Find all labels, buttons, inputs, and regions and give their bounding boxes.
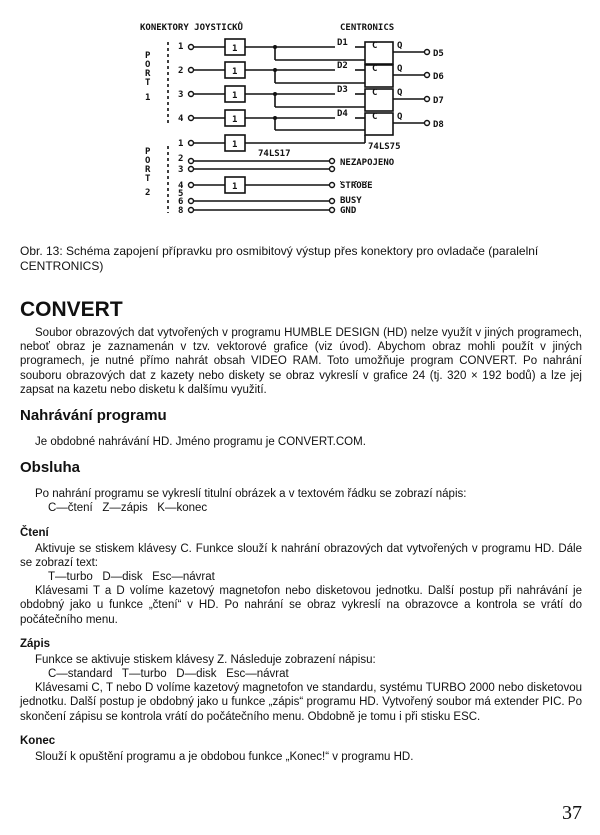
header-right: CENTRONICS	[340, 23, 395, 33]
pin-label: 8	[178, 206, 184, 216]
end-paragraph: Slouží k opuštění programu a je obdobou funkce „Konec!“ v programu HD.	[35, 750, 414, 763]
port2-letter: P	[145, 147, 151, 157]
port2-letter: T	[145, 174, 151, 184]
ops-paragraph: Po nahrání programu se vykreslí titulní obrázek a v textovém řádku se zobrazí nápis:	[35, 488, 467, 501]
port1-letter: P	[145, 51, 151, 61]
strobe-label: STROBE	[340, 181, 373, 191]
figure-caption: Obr. 13: Schéma zapojení přípravku pro osmibitový výstup přes konektory pro ovladače (paralelní CENTRONICS)	[20, 244, 539, 273]
write-menu-line: C—standard T—turbo D—disk Esc—návrat	[48, 668, 289, 681]
page-number: 37	[562, 802, 582, 824]
port2-number: 2	[145, 188, 151, 198]
page-title: CONVERT	[20, 298, 123, 321]
busy-label: BUSY	[340, 196, 362, 206]
article	[20, 298, 582, 764]
pin-label: 1	[178, 42, 184, 52]
pin-label: 3	[178, 165, 184, 175]
latch-c-label: C	[372, 64, 378, 74]
latch-input-label: D3	[337, 85, 348, 95]
pin-label: 4	[178, 181, 184, 191]
port1-number: 1	[145, 93, 151, 103]
ops-menu-line: C—čtení Z—zápis K—konec	[48, 502, 208, 515]
gate-label: 1	[232, 140, 238, 150]
latch-c-label: C	[372, 88, 378, 98]
port1-letter: R	[145, 69, 151, 79]
chip-right-label: 74LS75	[368, 142, 401, 152]
latch-c-label: C	[372, 41, 378, 51]
load-paragraph: Je obdobné nahrávání HD. Jméno programu je CONVERT.COM.	[35, 436, 366, 449]
gate-label: 1	[232, 182, 238, 192]
gate-label: 1	[232, 91, 238, 101]
output-label: D8	[433, 120, 444, 130]
port1-letter: O	[145, 60, 151, 70]
pin-label: 1	[178, 139, 184, 149]
gate-label: 1	[232, 67, 238, 77]
port2-letter: O	[145, 156, 151, 166]
section-heading-load: Nahrávání programu	[20, 407, 167, 425]
circuit-schematic	[0, 0, 600, 236]
latch-c-label: C	[372, 112, 378, 122]
latch-q-label: Q	[397, 112, 403, 122]
latch-q-label: Q	[397, 41, 403, 51]
gate-label: 1	[232, 115, 238, 125]
pin-label: 4	[178, 114, 184, 124]
section-heading-end: Konec	[20, 734, 56, 747]
gate-label: 1	[232, 44, 238, 54]
schematic-svg	[0, 0, 600, 236]
pin-label: 6	[178, 197, 184, 207]
read-paragraph-2: Klávesami T a D volíme kazetový magnetofon nebo disketovou jednotku. Další postup při nahrávání je obdobný jako u funkce „čtení“ v HD. Po nahrání se obraz vykreslí na obrazovce a kontrola se vrátí do počátečního menu.	[20, 585, 582, 626]
intro-paragraph: Soubor obrazových dat vytvořených v programu HUMBLE DESIGN (HD) nelze využít v jiných programech, neboť obraz je zaznamenán v tzv. vektorové grafice (viz úvod). Abychom obraz mohli použít v jiných programech, je nutné přímo nahrát obsah VIDEO RAM. Toto umožňuje program CONVERT. Po nahrání souboru obrazových dat z kazety nebo diskety se obraz vykreslí v grafice 24 (tj. 320 × 192 bodů) a lze jej zapsat na kazetu nebo disketu k dalšímu využití.	[20, 327, 582, 396]
pin-label: 5	[178, 189, 184, 199]
output-label: D5	[433, 49, 444, 59]
output-label: D7	[433, 96, 444, 106]
latch-input-label: D4	[337, 109, 348, 119]
read-paragraph-1: Aktivuje se stiskem klávesy C. Funkce slouží k nahrání obrazových dat vytvořených v programu HD. Dále se zobrazí text:	[20, 542, 582, 569]
latch-input-label: D2	[337, 61, 348, 71]
chip-left-label: 74LS17	[258, 149, 291, 159]
pin-label: 3	[178, 90, 184, 100]
pin-label: 2	[178, 66, 184, 76]
latch-q-label: Q	[397, 88, 403, 98]
section-heading-write: Zápis	[20, 637, 51, 650]
latch-input-label: D1	[337, 38, 348, 48]
port2-letter: R	[145, 165, 151, 175]
port1-letter: T	[145, 78, 151, 88]
output-label: D6	[433, 72, 444, 82]
write-paragraph-1: Funkce se aktivuje stiskem klávesy Z. Následuje zobrazení nápisu:	[35, 653, 376, 666]
nezapojeno-label: NEZAPOJENO	[340, 158, 395, 168]
header-left: KONEKTORY JOYSTICKŮ	[140, 23, 243, 33]
section-heading-read: Čtení	[20, 526, 49, 539]
pin-label: 2	[178, 154, 184, 164]
write-paragraph-2: Klávesami C, T nebo D volíme kazetový magnetofon ve standardu, systému TURBO 2000 nebo disketovou jednotku. Další postup je obdobný jako u funkce „zápis“ programu HD. Vytvořený soubor má extender PIC. Po skončení zápisu se kontrola vrátí do počátečního menu. Obdobně je tomu i při stisku ESC.	[20, 682, 582, 723]
section-heading-ops: Obsluha	[20, 459, 81, 477]
gnd-label: GND	[340, 206, 357, 216]
read-menu-line: T—turbo D—disk Esc—návrat	[48, 571, 215, 584]
latch-q-label: Q	[397, 64, 403, 74]
